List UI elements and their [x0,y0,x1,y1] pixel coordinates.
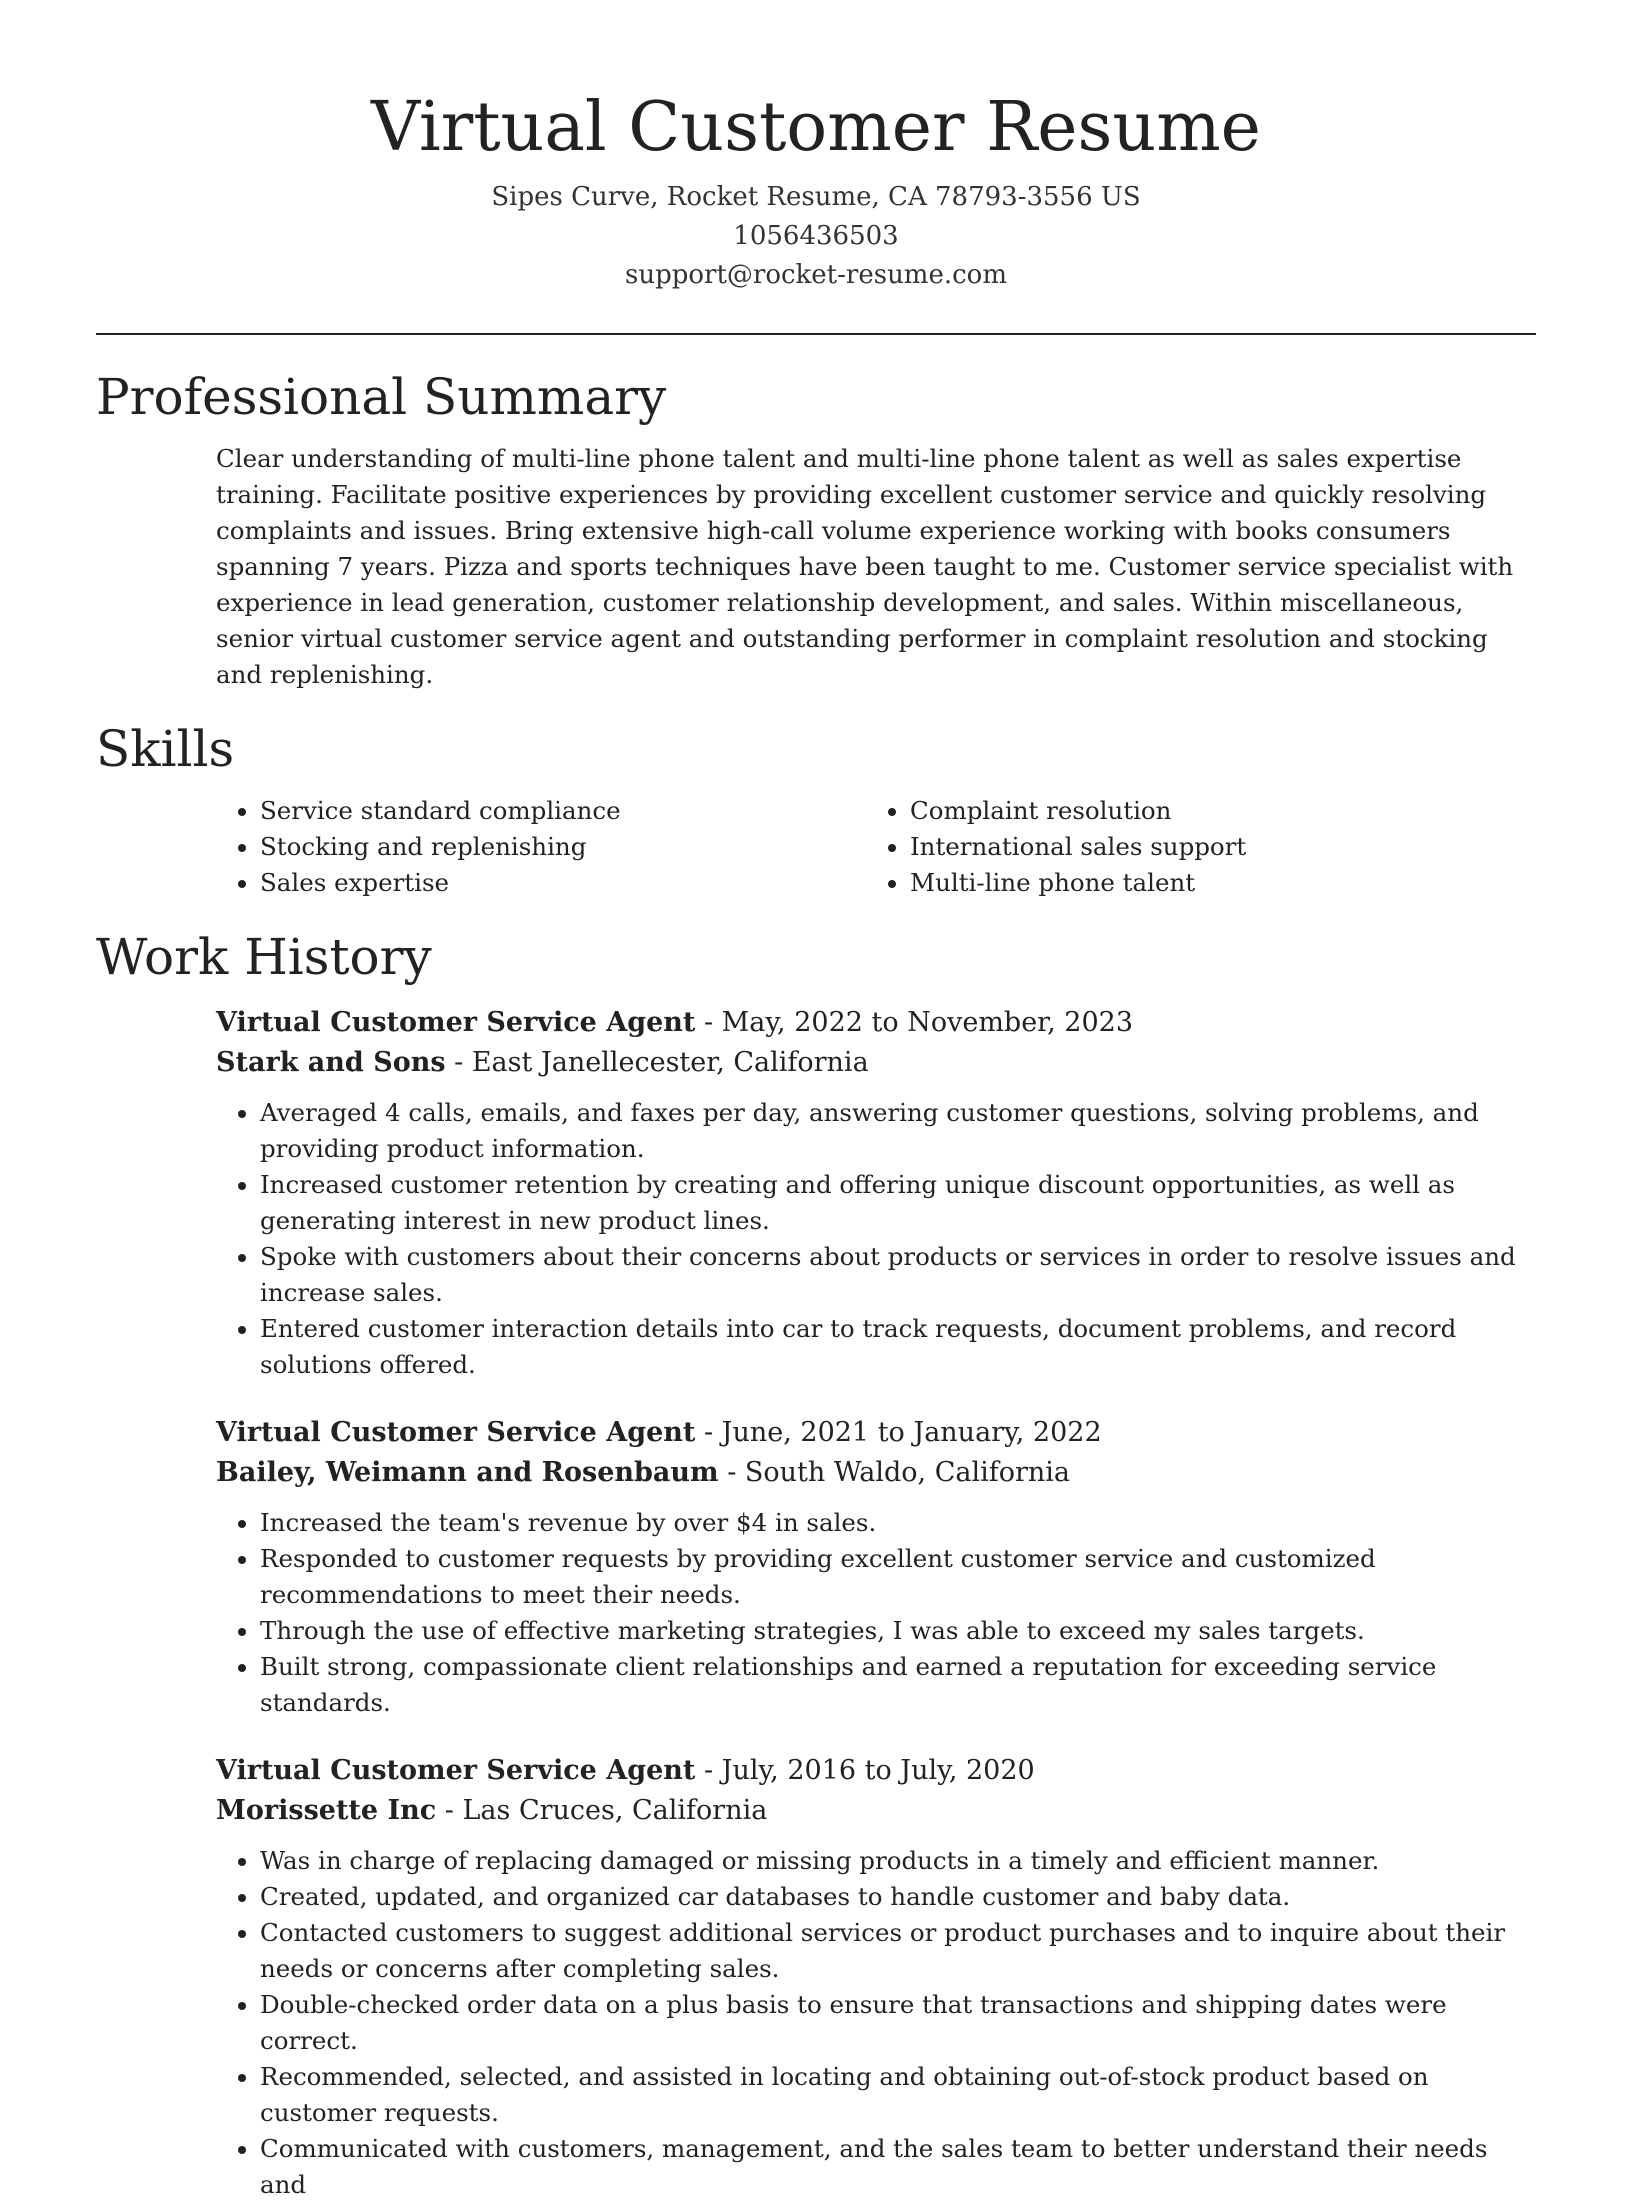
job-bullets [216,1843,1536,2203]
job-bullets [216,1505,1536,1721]
summary-heading: Professional Summary [96,368,667,426]
job-location: - East Janellecester, California [445,1047,869,1078]
job-bullet: • Communicated with customers, management, and the sales team to better understand their needs and [260,2131,1536,2203]
skill-item: • International sales support [910,829,1516,865]
job-bullet: • Was in charge of replacing damaged or missing products in a timely and efficient manner. [260,1843,1536,1879]
contact-email: support@rocket-resume.com [624,260,1007,290]
job-bullet: • Built strong, compassionate client relationships and earned a reputation for exceeding service standards. [260,1649,1536,1721]
job-bullet: • Entered customer interaction details into car to track requests, document problems, and record solutions offered. [260,1311,1536,1383]
job-entry [216,1413,1536,1721]
skills-heading: Skills [96,720,235,778]
skill-item: • Multi-line phone talent [910,865,1516,901]
job-role: Virtual Customer Service Agent [216,1755,696,1786]
contact-address: Sipes Curve, Rocket Resume, CA 78793-3556 US [491,182,1141,212]
skill-item: • Complaint resolution [910,793,1516,829]
job-bullet: • Through the use of effective marketing strategies, I was able to exceed my sales targets. [260,1613,1536,1649]
resume-name: Virtual Customer Resume [371,88,1261,167]
job-bullet: • Double-checked order data on a plus basis to ensure that transactions and shipping dates were correct. [260,1987,1536,2059]
job-title-line [216,1003,1536,1043]
skill-item: • Service standard compliance [260,793,866,829]
job-entry [216,1751,1536,2203]
job-role: Virtual Customer Service Agent [216,1007,696,1038]
job-title-line [216,1413,1536,1453]
summary-text: Clear understanding of multi-line phone talent and multi-line phone talent as well as sales expertise training. Facilitate positive experiences by providing excellent customer service and quickly resolving complaints and issues. Bring extensive high-call volume experience working with books consumers spanning 7 years. Pizza and sports techniques have been taught to me. Customer service specialist with experience in lead generation, customer relationship development, and sales. Within miscellaneous, senior virtual customer service agent and outstanding performer in complaint resolution and stocking and replenishing. [216,444,1514,689]
job-role: Virtual Customer Service Agent [216,1417,696,1448]
job-bullet: • Spoke with customers about their concerns about products or services in order to resolve issues and increase sales. [260,1239,1536,1311]
skill-item: • Stocking and replenishing [260,829,866,865]
job-bullet: • Responded to customer requests by providing excellent customer service and customized recommendations to meet their needs. [260,1541,1536,1613]
job-company: Bailey, Weimann and Rosenbaum [216,1457,719,1488]
work-history-heading: Work History [96,928,432,986]
job-bullet: • Averaged 4 calls, emails, and faxes per day, answering customer questions, solving problems, and providing product information. [260,1095,1536,1167]
job-bullet: • Contacted customers to suggest additional services or product purchases and to inquire about their needs or concerns after completing sales. [260,1915,1536,1987]
contact-block [96,178,1536,295]
job-title-line [216,1751,1536,1791]
resume-page [96,0,1536,2203]
skill-item: • Sales expertise [260,865,866,901]
job-bullet: • Increased the team's revenue by over $4 in sales. [260,1505,1536,1541]
job-bullets [216,1095,1536,1383]
job-location: - South Waldo, California [718,1457,1071,1488]
job-bullet: • Recommended, selected, and assisted in locating and obtaining out-of-stock product based on customer requests. [260,2059,1536,2131]
job-dates: - May, 2022 to November, 2023 [695,1007,1134,1038]
job-location: - Las Cruces, California [436,1795,768,1826]
contact-phone: 1056436503 [733,221,899,251]
job-dates: - July, 2016 to July, 2020 [695,1755,1035,1786]
skills-list [216,793,1536,901]
job-bullet: • Created, updated, and organized car databases to handle customer and baby data. [260,1879,1536,1915]
skills-column-right [866,793,1516,901]
job-bullet: • Increased customer retention by creating and offering unique discount opportunities, as well as generating interest in new product lines. [260,1167,1536,1239]
job-company-line [216,1453,1536,1493]
job-entry [216,1003,1536,1383]
job-dates: - June, 2021 to January, 2022 [695,1417,1102,1448]
job-company-line [216,1043,1536,1083]
resume-header [96,0,1536,295]
job-company: Morissette Inc [216,1795,437,1826]
job-company-line [216,1791,1536,1831]
skills-column-left [216,793,866,901]
header-divider [96,333,1536,335]
job-company: Stark and Sons [216,1047,446,1078]
